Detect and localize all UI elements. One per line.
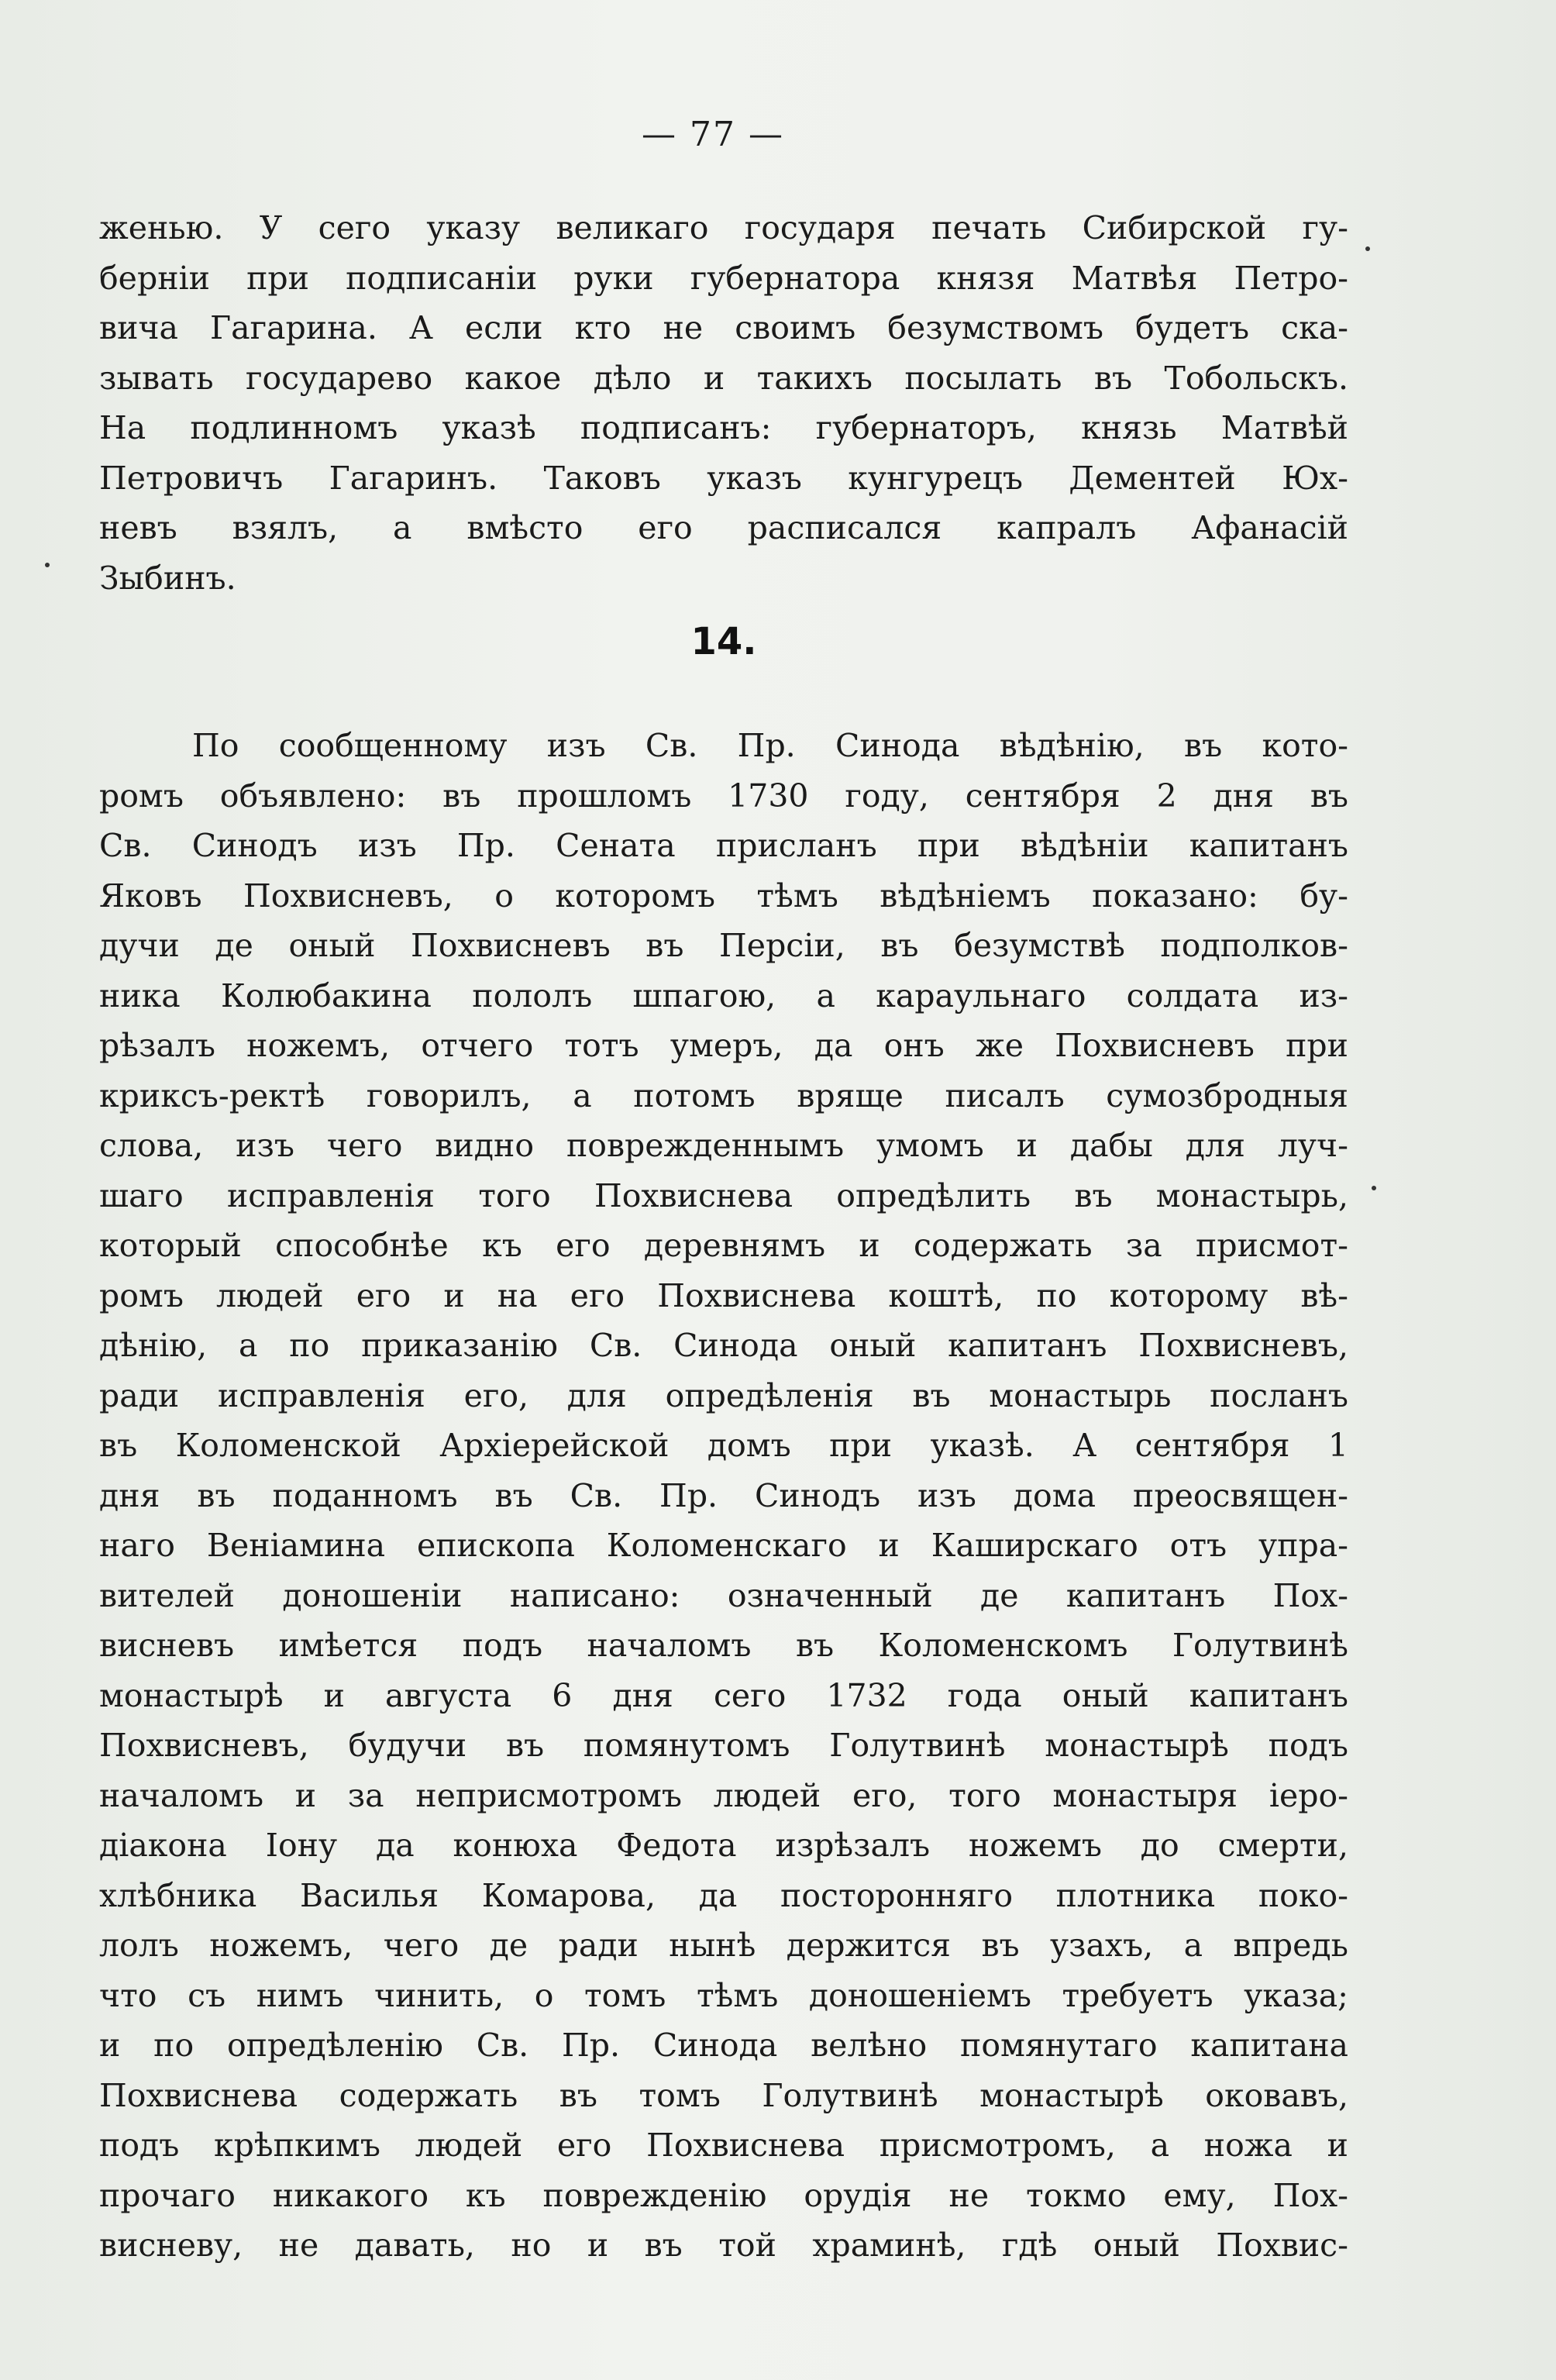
paragraph-continuation xyxy=(99,203,1348,603)
text-line: По сообщенному изъ Св. Пр. Синода вѣдѣнію, въ кото- xyxy=(192,727,1348,764)
text-line: криксъ-ректѣ говорилъ, а потомъ вряще писалъ сумозбродныя xyxy=(99,1076,1348,1114)
text-line: монастырѣ и августа 6 дня сего 1732 года оный капитанъ xyxy=(99,1676,1348,1714)
text-line: ради исправленія его, для опредѣленія въ монастырь посланъ xyxy=(99,1376,1348,1414)
text-line: Яковъ Похвисневъ, о которомъ тѣмъ вѣдѣніемъ показано: бу- xyxy=(99,877,1348,914)
text-line: ромъ объявлено: въ прошломъ 1730 году, сентября 2 дня въ xyxy=(99,777,1348,815)
text-line: началомъ и за неприсмотромъ людей его, того монастыря іеро- xyxy=(99,1776,1348,1814)
text-line: ника Колюбакина пололъ шпагою, а караульнаго солдата из- xyxy=(99,976,1348,1014)
text-line: и по опредѣленію Св. Пр. Синода велѣно помянутаго капитана xyxy=(99,2027,1348,2064)
print-speck xyxy=(45,563,50,567)
text-line: ромъ людей его и на его Похвиснева коштѣ, по которому вѣ- xyxy=(99,1276,1348,1314)
text-line: шаго исправленія того Похвиснева опредѣлить въ монастырь, xyxy=(99,1176,1348,1214)
text-line: вича Гагарина. А если кто не своимъ безумствомъ будетъ ска- xyxy=(99,309,1348,346)
text-line: На подлинномъ указѣ подписанъ: губернаторъ, князь Матвѣй xyxy=(99,409,1348,446)
text-line: зывать государево какое дѣло и такихъ посылать въ Тобольскъ. xyxy=(99,359,1348,397)
text-line: невъ взялъ, а вмѣсто его расписался капралъ Афанасій xyxy=(99,509,1348,546)
text-line: висневъ имѣется подъ началомъ въ Коломенскомъ Голутвинѣ xyxy=(99,1627,1348,1664)
text-line: Похвисневъ, будучи въ помянутомъ Голутвинѣ монастырѣ подъ xyxy=(99,1727,1348,1764)
paragraph-section-14 xyxy=(99,721,1348,2271)
text-line: діакона Іону да конюха Федота изрѣзалъ ножемъ до смерти, xyxy=(99,1827,1348,1864)
text-line: рѣзалъ ножемъ, отчего тотъ умеръ, да онъ же Похвисневъ при xyxy=(99,1027,1348,1064)
text-line: прочаго никакого къ поврежденію орудія не токмо ему, Пох- xyxy=(99,2176,1348,2214)
text-line: дучи де оный Похвисневъ въ Персіи, въ безумствѣ подполков- xyxy=(99,927,1348,964)
text-line: дня въ поданномъ въ Св. Пр. Синодъ изъ дома преосвящен- xyxy=(99,1476,1348,1514)
text-line: что съ нимъ чинить, о томъ тѣмъ доношеніемъ требуетъ указа; xyxy=(99,1976,1348,2014)
text-line: Зыбинъ. xyxy=(99,559,236,597)
text-line: женью. У сего указу великаго государя печать Сибирской гу- xyxy=(99,209,1348,246)
text-line: Петровичъ Гагаринъ. Таковъ указъ кунгурецъ Дементей Юх- xyxy=(99,459,1348,497)
text-line: лолъ ножемъ, чего де ради нынѣ держится въ узахъ, а впредь xyxy=(99,1927,1348,1964)
text-line: Св. Синодъ изъ Пр. Сената присланъ при вѣдѣніи капитанъ xyxy=(99,827,1348,864)
print-speck xyxy=(1372,1186,1376,1190)
text-line: подъ крѣпкимъ людей его Похвиснева присмотромъ, а ножа и xyxy=(99,2127,1348,2164)
page-number: — 77 — xyxy=(642,115,784,154)
text-line: наго Веніамина епископа Коломенскаго и Каширскаго отъ упра- xyxy=(99,1527,1348,1564)
print-speck xyxy=(1365,246,1370,251)
text-line: слова, изъ чего видно поврежденнымъ умомъ и дабы для луч- xyxy=(99,1127,1348,1164)
text-line: вителей доношеніи написано: означенный де капитанъ Пох- xyxy=(99,1576,1348,1614)
text-line: хлѣбника Василья Комарова, да посторонняго плотника поко- xyxy=(99,1876,1348,1914)
text-line: Похвиснева содержать въ томъ Голутвинѣ монастырѣ оковавъ, xyxy=(99,2076,1348,2114)
text-line: дѣнію, а по приказанію Св. Синода оный капитанъ Похвисневъ, xyxy=(99,1327,1348,1364)
text-line: берніи при подписаніи руки губернатора князя Матвѣя Петро- xyxy=(99,259,1348,297)
text-line: висневу, не давать, но и въ той храминѣ, гдѣ оный Похвис- xyxy=(99,2227,1348,2264)
text-line: который способнѣе къ его деревнямъ и содержать за присмот- xyxy=(99,1227,1348,1264)
section-number: 14. xyxy=(690,620,757,663)
text-line: въ Коломенской Архіерейской домъ при указѣ. А сентября 1 xyxy=(99,1427,1348,1464)
